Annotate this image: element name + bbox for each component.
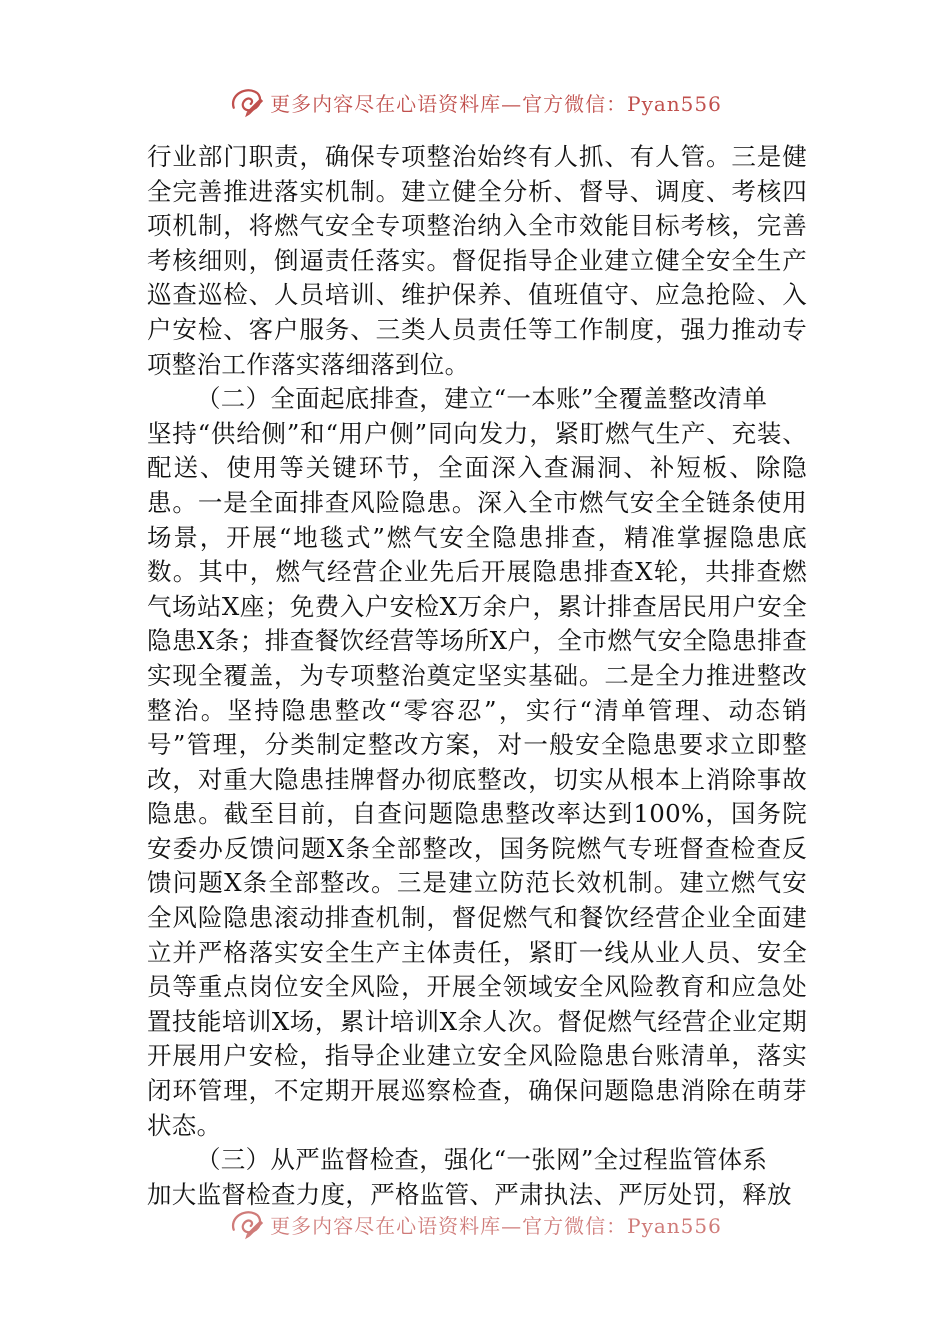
pen-swirl-logo-icon <box>228 1205 266 1243</box>
paragraph-section-2: 坚持“供给侧”和“用户侧”同向发力，紧盯燃气生产、充装、配送、使用等关键环节，全面深入查漏洞、补短板、除隐患。一是全面排查风险隐患。深入全市燃气安全全链条使用场景，开展“地毯式”燃气安全隐患排查，精准掌握隐患底数。其中，燃气经营企业先后开展隐患排查X轮，共排查燃气场站X座；免费入户安检X万余户，累计排查居民用户安全隐患X条；排查餐饮经营等场所X户，全市燃气安全隐患排查实现全覆盖，为专项整治奠定坚实基础。二是全力推进整改整治。坚持隐患整改“零容忍”，实行“清单管理、动态销号”管理，分类制定整改方案，对一般安全隐患要求立即整改，对重大隐患挂牌督办彻底整改，切实从根本上消除事故隐患。截至目前，自查问题隐患整改率达到100%，国务院安委办反馈问题X条全部整改，国务院燃气专班督查检查反馈问题X条全部整改。三是建立防范长效机制。建立燃气安全风险隐患滚动排查机制，督促燃气和餐饮经营企业全面建立并严格落实安全生产主体责任，紧盯一线从业人员、安全员等重点岗位安全风险，开展全领域安全风险教育和应急处置技能培训X场，累计培训X余人次。督促燃气经营企业定期开展用户安检，指导企业建立安全风险隐患台账清单，落实闭环管理，不定期开展巡察检查，确保问题隐患消除在萌芽状态。 <box>147 418 807 1140</box>
watermark-footer <box>0 1204 950 1244</box>
watermark-header <box>0 82 950 122</box>
document-body <box>147 140 807 1212</box>
pen-swirl-logo-icon <box>228 83 266 121</box>
paragraph-section-3: 加大监督检查力度，严格监管、严肃执法、严厉处罚，释放 <box>147 1179 792 1209</box>
paragraph-continued: 行业部门职责，确保专项整治始终有人抓、有人管。三是健全完善推进落实机制。建立健全分析、督导、调度、考核四项机制，将燃气安全专项整治纳入全市效能目标考核，完善考核细则，倒逼责任落实。督促指导企业建立健全安全生产巡查巡检、人员培训、维护保养、值班值守、应急抢险、入户安检、客户服务、三类人员责任等工作制度，强力推动专项整治工作落实落细落到位。 <box>147 142 807 379</box>
section-heading-2: （二）全面起底排查，建立“一本账”全覆盖整改清单 <box>196 384 768 414</box>
section-heading-3: （三）从严监督检查，强化“一张网”全过程监管体系 <box>196 1145 768 1175</box>
watermark-text: 更多内容尽在心语资料库—官方微信：Pyan556 <box>270 1213 722 1238</box>
watermark-text: 更多内容尽在心语资料库—官方微信：Pyan556 <box>270 91 722 116</box>
